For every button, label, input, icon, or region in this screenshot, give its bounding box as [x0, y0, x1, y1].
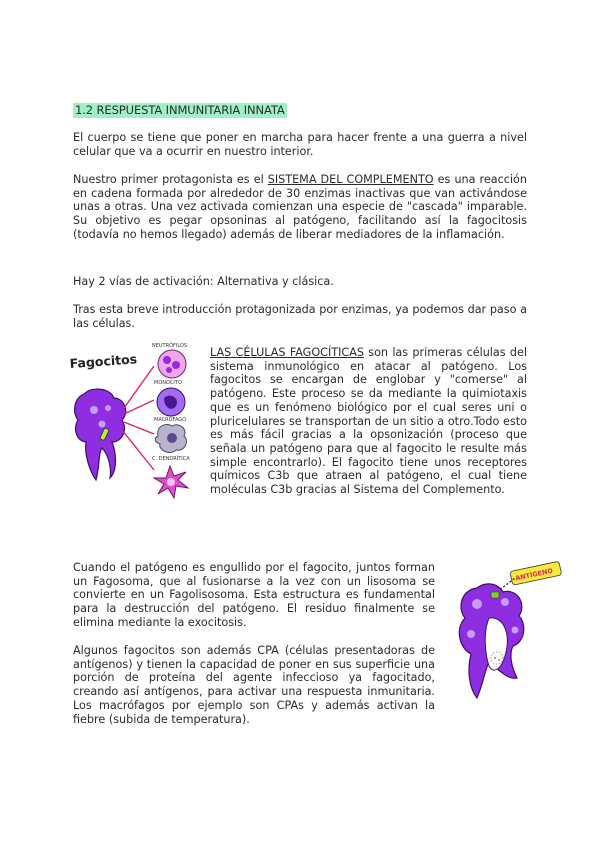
phagocytic-cells-term: LAS CÉLULAS FAGOCÍTICAS: [210, 346, 364, 359]
complement-text-after: es una reacción en cadena formada por alrededor de 30 enzimas inactivas que van activándose unas a otras. Una vez activada comienzan una especie de "cascada" imparable. Su objetivo es pegar opsoninas al patógeno, facilitando así la fagocitosis (todavía no hemos llegado) además de liberar mediadores de la inflamación.: [73, 173, 527, 241]
section-heading: 1.2 RESPUESTA INMUNITARIA INNATA: [75, 103, 285, 117]
macrophage-label: MACRÓFAGO: [154, 417, 187, 423]
monocyte-label: MONOCITO: [154, 380, 182, 386]
paragraph-phagocytic-cells: [210, 346, 527, 497]
paragraph-phagosome: Cuando el patógeno es engullido por el fagocito, juntos forman un Fagosoma, que al fusionarse a la vez con un lisosoma se convierte en un Fagolisosoma. Esta estructura es fundamental para la destrucción del patógeno. El residuo finalmente se elimina mediante la exocitosis.: [73, 561, 435, 629]
antigen-label: ANTÍGENO: [514, 566, 554, 583]
paragraph-pathways: Hay 2 vías de activación: Alternativa y clásica.: [73, 275, 334, 288]
phagocyte-body-icon: [75, 389, 126, 480]
complement-term: SISTEMA DEL COMPLEMENTO: [267, 173, 434, 186]
phagocytic-cells-text: son las primeras células del sistema inmunológico en atacar al patógeno. Los fagocitos se encargan de englobar y "comerse" al patógeno. Este proceso se da mediante la quimiotaxis que es un fenómeno biológico por el cual seres uni o pluricelulares se transportan de un sitio a otro.Todo esto es más fácil gracias a la opsonización (proceso que señala un patógeno para que al fagocito le resulte más simple encontrarlo). El fagocito tiene unos receptores químicos C3b que atraen al patógeno, el cual tiene moléculas C3b gracias al Sistema del Complemento.: [210, 346, 527, 497]
arrow-icon: [122, 430, 154, 470]
vesicle-icon: [99, 421, 106, 428]
paragraph-intro: El cuerpo se tiene que poner en marcha para hacer frente a una guerra a nivel celular que va a ocurrir en nuestro interior.: [73, 131, 527, 158]
dendritic-label: C. DENDRÍTICA: [152, 456, 190, 462]
complement-text-before: Nuestro primer protagonista es el: [73, 173, 268, 186]
arrow-icon: [124, 422, 154, 434]
paragraph-complement: [73, 173, 527, 242]
antigen-illustration: [447, 558, 565, 708]
paragraph-transition: Tras esta breve introducción protagonizada por enzimas, ya podemos dar paso a las células.: [73, 303, 527, 330]
phagocytes-illustration: [66, 338, 206, 508]
vesicle-icon: [105, 405, 111, 411]
antigen-marker-icon: [491, 592, 499, 598]
paragraph-apc: Algunos fagocitos son además CPA (células presentadoras de antígenos) y tienen la capacidad de poner en sus superficie una porción de proteína del agente infeccioso ya fagocitado, creando así antígenos, para activar una respuesta inmunitaria. Los macrófagos por ejemplo son CPAs y además activan la fiebre (subida de temperatura).: [73, 644, 435, 726]
phagocytes-title: Fagocitos: [69, 351, 138, 371]
vesicle-icon: [90, 406, 98, 414]
neutrophil-label: NEUTRÓFILOS: [152, 343, 188, 349]
neutrophil-icon: [158, 350, 186, 378]
